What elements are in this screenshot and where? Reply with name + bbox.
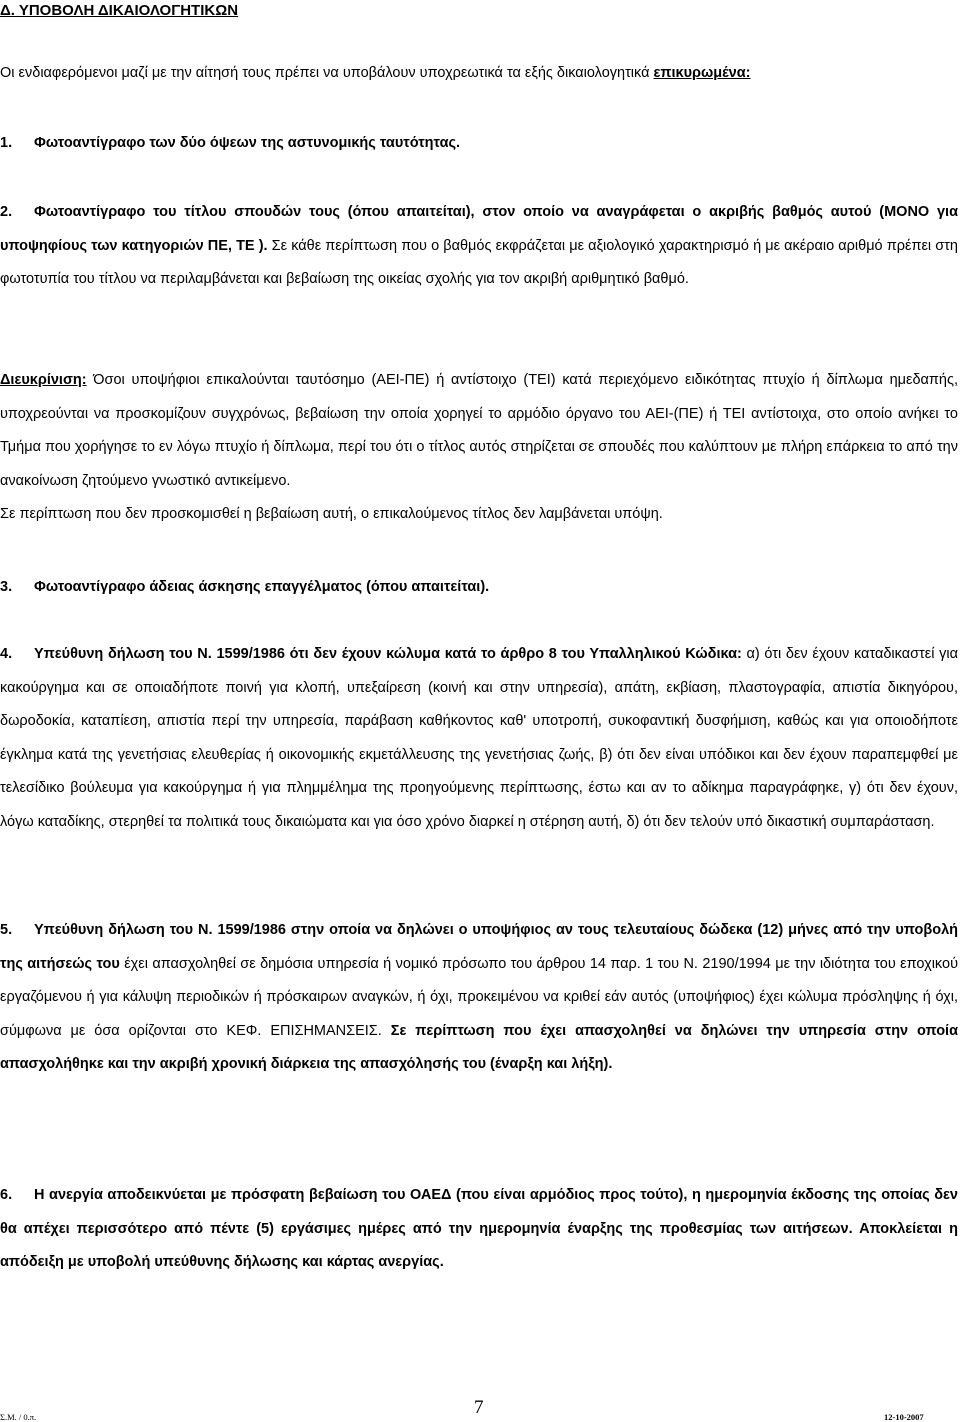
item-number: 5. <box>0 922 13 938</box>
item-text: Φωτοαντίγραφο άδειας άσκησης επαγγέλματος (όπου απαιτείται). <box>34 579 490 595</box>
list-item-6 <box>0 1179 958 1280</box>
intro-text: Οι ενδιαφερόμενοι μαζί με την αίτησή τους πρέπει να υποβάλουν υποχρεωτικά τα εξής δικαιολογητικά <box>0 65 654 81</box>
clarification-tail: Σε περίπτωση που δεν προσκομισθεί η βεβαίωση αυτή, ο επικαλούμενος τίτλος δεν λαμβάνεται υπόψη. <box>0 506 663 522</box>
item-number: 1. <box>0 135 13 151</box>
item-number: 3. <box>0 579 13 595</box>
section-heading: Δ. ΥΠΟΒΟΛΗ ΔΙΚΑΙΟΛΟΓΗΤΙΚΩΝ <box>0 2 239 19</box>
item-text-bold: Υπεύθυνη δήλωση του Ν. 1599/1986 ότι δεν έχουν κώλυμα κατά το άρθρο 8 του Υπαλληλικού Κώδικα: <box>34 646 742 662</box>
list-item-2 <box>0 196 958 297</box>
item-number: 2. <box>0 204 13 220</box>
item-text: έχει απασχοληθεί σε δημόσια υπηρεσία ή νομικό πρόσωπο του άρθρου 14 παρ. 1 του Ν. 2190/1994 με την ιδιότητα του εποχικού εργαζόμενου ή για κάλυψη περιοδικών ή πρόσκαιρων αναγκών, ή όχι, προκειμένου να κριθεί εάν αυτός (υποψήφιος) έχει κώλυμα πρόσληψης ή όχι, σύμφωνα με όσα ορίζονται στο ΚΕΦ. ΕΠΙΣΗΜΑΝΣΕΙΣ. <box>0 955 958 1039</box>
list-item-5 <box>0 914 958 1082</box>
clarification-text: Όσοι υποψήφιοι επικαλούνται ταυτόσημο (ΑΕΙ-ΠΕ) ή αντίστοιχο (ΤΕΙ) κατά περιεχόμενο ειδικότητας πτυχίο ή δίπλωμα ημεδαπής, υποχρεούνται να προσκομίζουν συγχρόνως, βεβαίωση την οποία χορηγεί το αρμόδιο όργανο του ΑΕΙ-(ΠΕ) ή ΤΕΙ αντίστοιχα, στο οποίο ανήκει το Τμήμα που χορήγησε το εν λόγω πτυχίο ή δίπλωμα, περί του ότι ο τίτλος αυτός στηρίζεται σε σπουδές που καλύπτουν με πλήρη επάρκεια το από την ανακοίνωση ζητούμενο γνωστικό αντικείμενο. <box>0 372 958 489</box>
clarification-paragraph <box>0 364 958 532</box>
footer-reference: Σ.Μ. / 0.π. <box>0 1412 37 1422</box>
item-text: Σε κάθε περίπτωση που ο βαθμός εκφράζεται με αξιολογικό χαρακτηρισμό ή με ακέραιο αριθμό πρέπει στη φωτοτυπία του τίτλου να περιλαμβάνεται και βεβαίωση της οικείας σχολής για τον ακριβή αριθμητικό βαθμό. <box>0 237 958 287</box>
item-text-bold: Υπεύθυνη δήλωση του Ν. 1599/1986 στην οποία να δηλώνει ο υποψήφιος αν τους τελευταίους δώδεκα (12) μήνες από την υποβολή της αιτήσεώς του <box>0 922 958 972</box>
item-text-bold: Φωτοαντίγραφο του τίτλου σπουδών τους (όπου απαιτείται), στον οποίο να αναγράφεται ο ακριβής βαθμός αυτού (ΜΟΝΟ για υποψηφίους των κατηγοριών ΠΕ, ΤΕ ). <box>0 204 958 254</box>
item-number: 6. <box>0 1187 13 1203</box>
list-item-3 <box>0 577 958 597</box>
clarification-label: Διευκρίνιση: <box>0 372 87 388</box>
page-number: 7 <box>474 1397 484 1418</box>
item-number: 4. <box>0 646 13 662</box>
item-text: α) ότι δεν έχουν καταδικαστεί για κακούργημα και σε οποιαδήποτε ποινή για κλοπή, υπεξαίρεση (κοινή και στην υπηρεσία), απάτη, εκβίαση, πλαστογραφία, απιστία δικηγόρου, δωροδοκία, καταπίεση, απιστία περί την υπηρεσία, παράβαση καθήκοντος καθ' υποτροπή, συκοφαντική δυσφήμιση, καθώς και για οποιοδήποτε έγκλημα κατά της γενετήσιας ελευθερίας ή οικονομικής εκμετάλλευσης της γενετήσιας ζωής, β) ότι δεν είναι υπόδικοι και δεν έχουν παραπεμφθεί με τελεσίδικο βούλευμα για κακούργημα ή για πλημμέλημα της προηγούμενης περίπτωσης, έστω και αν το αδίκημα παραγράφηκε, γ) ότι δεν έχουν, λόγω καταδίκης, στερηθεί τα πολιτικά τους δικαιώματα και για όσο χρόνο διαρκεί η στέρηση αυτή, δ) ότι δεν τελούν υπό δικαστική συμπαράσταση. <box>0 646 958 830</box>
footer-date: 12-10-2007 <box>884 1412 924 1422</box>
item-text: Φωτοαντίγραφο των δύο όψεων της αστυνομικής ταυτότητας. <box>34 135 461 151</box>
list-item-1 <box>0 133 958 153</box>
item-text-bold-2: Σε περίπτωση που έχει απασχοληθεί να δηλώνει την υπηρεσία στην οποία απασχολήθηκε και την ακριβή χρονική διάρκεια της απασχόλησής του (έναρξη και λήξη). <box>0 1022 959 1072</box>
item-text: Η ανεργία αποδεικνύεται με πρόσφατη βεβαίωση του ΟΑΕΔ (που είναι αρμόδιος προς τούτο), η ημερομηνία έκδοσης της οποίας δεν θα απέχει περισσότερο από πέντε (5) εργάσιμες ημέρες από την ημερομηνία έναρξης της προθεσμίας των αιτήσεων. Αποκλείεται η απόδειξη με υποβολή υπεύθυνης δήλωσης και κάρτας ανεργίας. <box>0 1187 958 1270</box>
intro-paragraph <box>0 63 958 83</box>
list-item-4 <box>0 638 958 839</box>
intro-emphasis: επικυρωμένα: <box>653 65 751 81</box>
